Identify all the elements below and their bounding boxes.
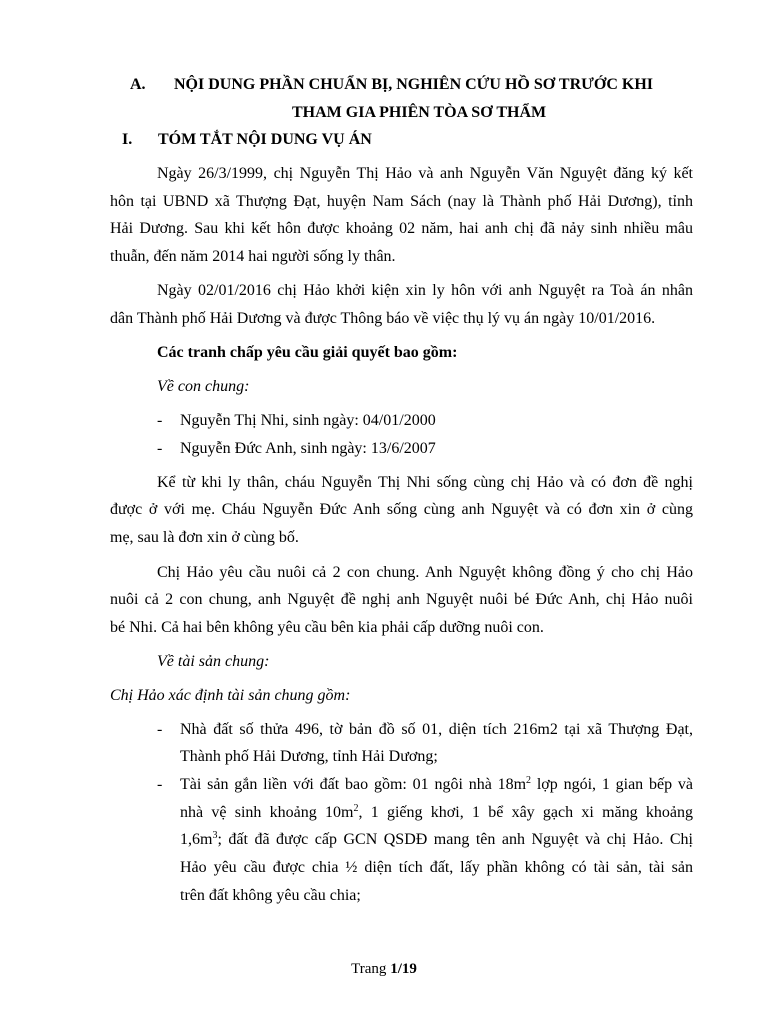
list-dash: - <box>157 440 163 457</box>
child-item: Nguyễn Thị Nhi, sinh ngày: 04/01/2000 <box>180 412 436 429</box>
list-dash: - <box>157 721 163 738</box>
property-item1-line: Nhà đất số thửa 496, tờ bản đồ số 01, diện tích 216m2 tại xã Thượng Đạt, <box>180 721 693 738</box>
para1-line: Ngày 26/3/1999, chị Nguyễn Thị Hảo và anh Nguyễn Văn Nguyệt đăng ký kết <box>157 165 693 182</box>
disputes-heading: Các tranh chấp yêu cầu giải quyết bao gồm: <box>157 344 458 361</box>
property-item2-line: trên đất không yêu cầu chia; <box>180 887 361 904</box>
footer-label: Trang <box>351 961 387 977</box>
para4-line: Chị Hảo yêu cầu nuôi cả 2 con chung. Anh Nguyệt không đồng ý cho chị Hảo <box>157 564 693 581</box>
para1-line: Hải Dương. Sau khi kết hôn được khoảng 02 năm, hai anh chị đã nảy sinh nhiều mâu <box>110 220 693 237</box>
property-item2-line: Tài sản gắn liền với đất bao gồm: 01 ngôi nhà $18m^2$ lợp ngói, 1 gian bếp và <box>180 775 693 793</box>
para3-line: mẹ, sau là đơn xin ở cùng bố. <box>110 529 299 546</box>
para2-line: dân Thành phố Hải Dương và được Thông báo về việc thụ lý vụ án ngày 10/01/2016. <box>110 310 656 327</box>
para4-line: bé Nhi. Cả hai bên không yêu cầu bên kia phải cấp dưỡng nuôi con. <box>110 619 544 636</box>
property-heading: Về tài sản chung: <box>157 653 270 670</box>
heading-i-title: TÓM TẮT NỘI DUNG VỤ ÁN <box>158 131 372 148</box>
footer-total-pages: 19 <box>401 961 417 977</box>
para2-line: Ngày 02/01/2016 chị Hảo khởi kiện xin ly hôn với anh Nguyệt ra Toà án nhân <box>157 282 693 299</box>
heading-a-marker: A. <box>130 76 146 93</box>
property-item2-line: nhà vệ sinh khoảng $10m^2$, 1 giếng khơi, 1 bể xây gạch xi măng khoảng <box>180 803 694 821</box>
heading-i-marker: I. <box>122 131 133 148</box>
footer-separator: / <box>397 961 402 977</box>
superscript: 3 <box>212 830 218 841</box>
para1-line: thuẫn, đến năm 2014 hai người sống ly thân. <box>110 248 396 265</box>
heading-a-line1: NỘI DUNG PHẦN CHUẨN BỊ, NGHIÊN CỨU HỒ SƠ TRƯỚC KHI <box>174 76 653 93</box>
superscript: 2 <box>353 803 359 814</box>
hao-property-heading: Chị Hảo xác định tài sản chung gồm: <box>110 687 351 704</box>
page-footer <box>0 961 768 978</box>
para3-line: Kể từ khi ly thân, cháu Nguyễn Thị Nhi sống cùng chị Hảo và có đơn đề nghị <box>157 474 693 491</box>
property-item1-line: Thành phố Hải Dương, tỉnh Hải Dương; <box>180 748 438 765</box>
superscript: 2 <box>526 775 532 786</box>
property-item2-line: $1,6m^3$; đất đã được cấp GCN QSDĐ mang tên anh Nguyệt và chị Hảo. Chị <box>180 830 693 848</box>
para1-line: hôn tại UBND xã Thượng Đạt, huyện Nam Sách (nay là Thành phố Hải Dương), tỉnh <box>110 193 693 210</box>
para4-line: nuôi cả 2 con chung, anh Nguyệt đề nghị anh Nguyệt nuôi bé Đức Anh, chị Hảo nuôi <box>110 591 693 608</box>
list-dash: - <box>157 412 163 429</box>
property-item2-line: Hảo yêu cầu được chia ½ diện tích đất, lấy phần không có tài sản, tài sản <box>180 859 693 876</box>
footer-current-page: 1 <box>390 961 398 977</box>
heading-a-line2: THAM GIA PHIÊN TÒA SƠ THẨM <box>292 104 547 121</box>
children-heading: Về con chung: <box>157 378 250 395</box>
list-dash: - <box>157 776 163 793</box>
para3-line: được ở với mẹ. Cháu Nguyễn Đức Anh sống cùng anh Nguyệt và có đơn xin ở cùng <box>110 501 693 518</box>
child-item: Nguyễn Đức Anh, sinh ngày: 13/6/2007 <box>180 440 436 457</box>
